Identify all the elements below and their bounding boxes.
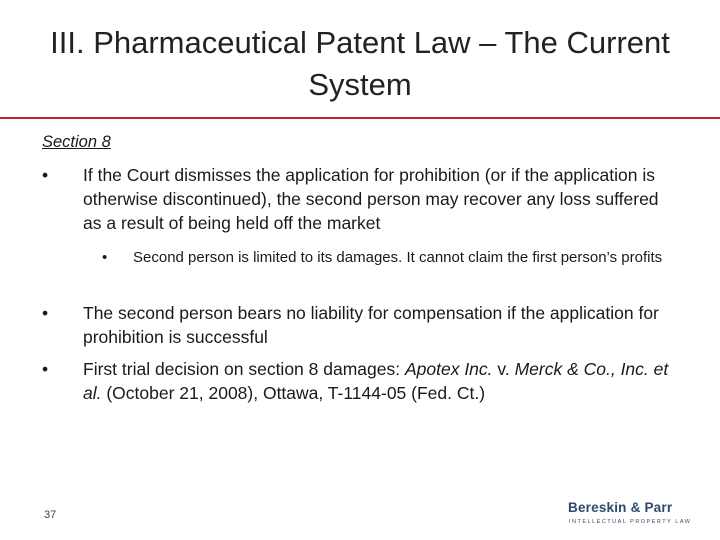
bullet-text-prefix: First trial decision on section 8 damages: [83,359,405,379]
bullet-marker: • [42,165,49,185]
sub-bullet-marker: • [102,249,108,266]
bullet-marker: • [42,303,49,323]
bullet-text: If the Court dismisses the application for prohibition (or if the application is otherwise discontinued), the second person may recover any loss suffered as a result of being held off the market [83,165,659,233]
title-divider [0,117,720,119]
section-heading: Section 8 [42,133,111,151]
bullet-text: The second person bears no liability for compensation if the application for prohibition is successful [83,303,659,347]
slide-title: III. Pharmaceutical Patent Law – The Current System [50,25,670,102]
firm-logo [568,500,692,530]
bullet-text-suffix: (October 21, 2008), Ottawa, T-1144-05 (Fed. Ct.) [101,383,486,403]
case-party-2: Merck & Co., Inc. et al. [83,359,669,403]
slide-content [42,131,682,403]
bullet-text [83,357,673,405]
sub-bullet-text: Second person is limited to its damages. It cannot claim the first person’s profits [133,249,663,266]
logo-name: Bereskin & Parr [568,500,673,515]
bullet-marker: • [42,359,49,379]
case-versus: v. [492,359,515,379]
page-number: 37 [44,509,57,521]
logo-tagline: INTELLECTUAL PROPERTY LAW [569,519,692,525]
case-party-1: Apotex Inc. [404,359,493,379]
